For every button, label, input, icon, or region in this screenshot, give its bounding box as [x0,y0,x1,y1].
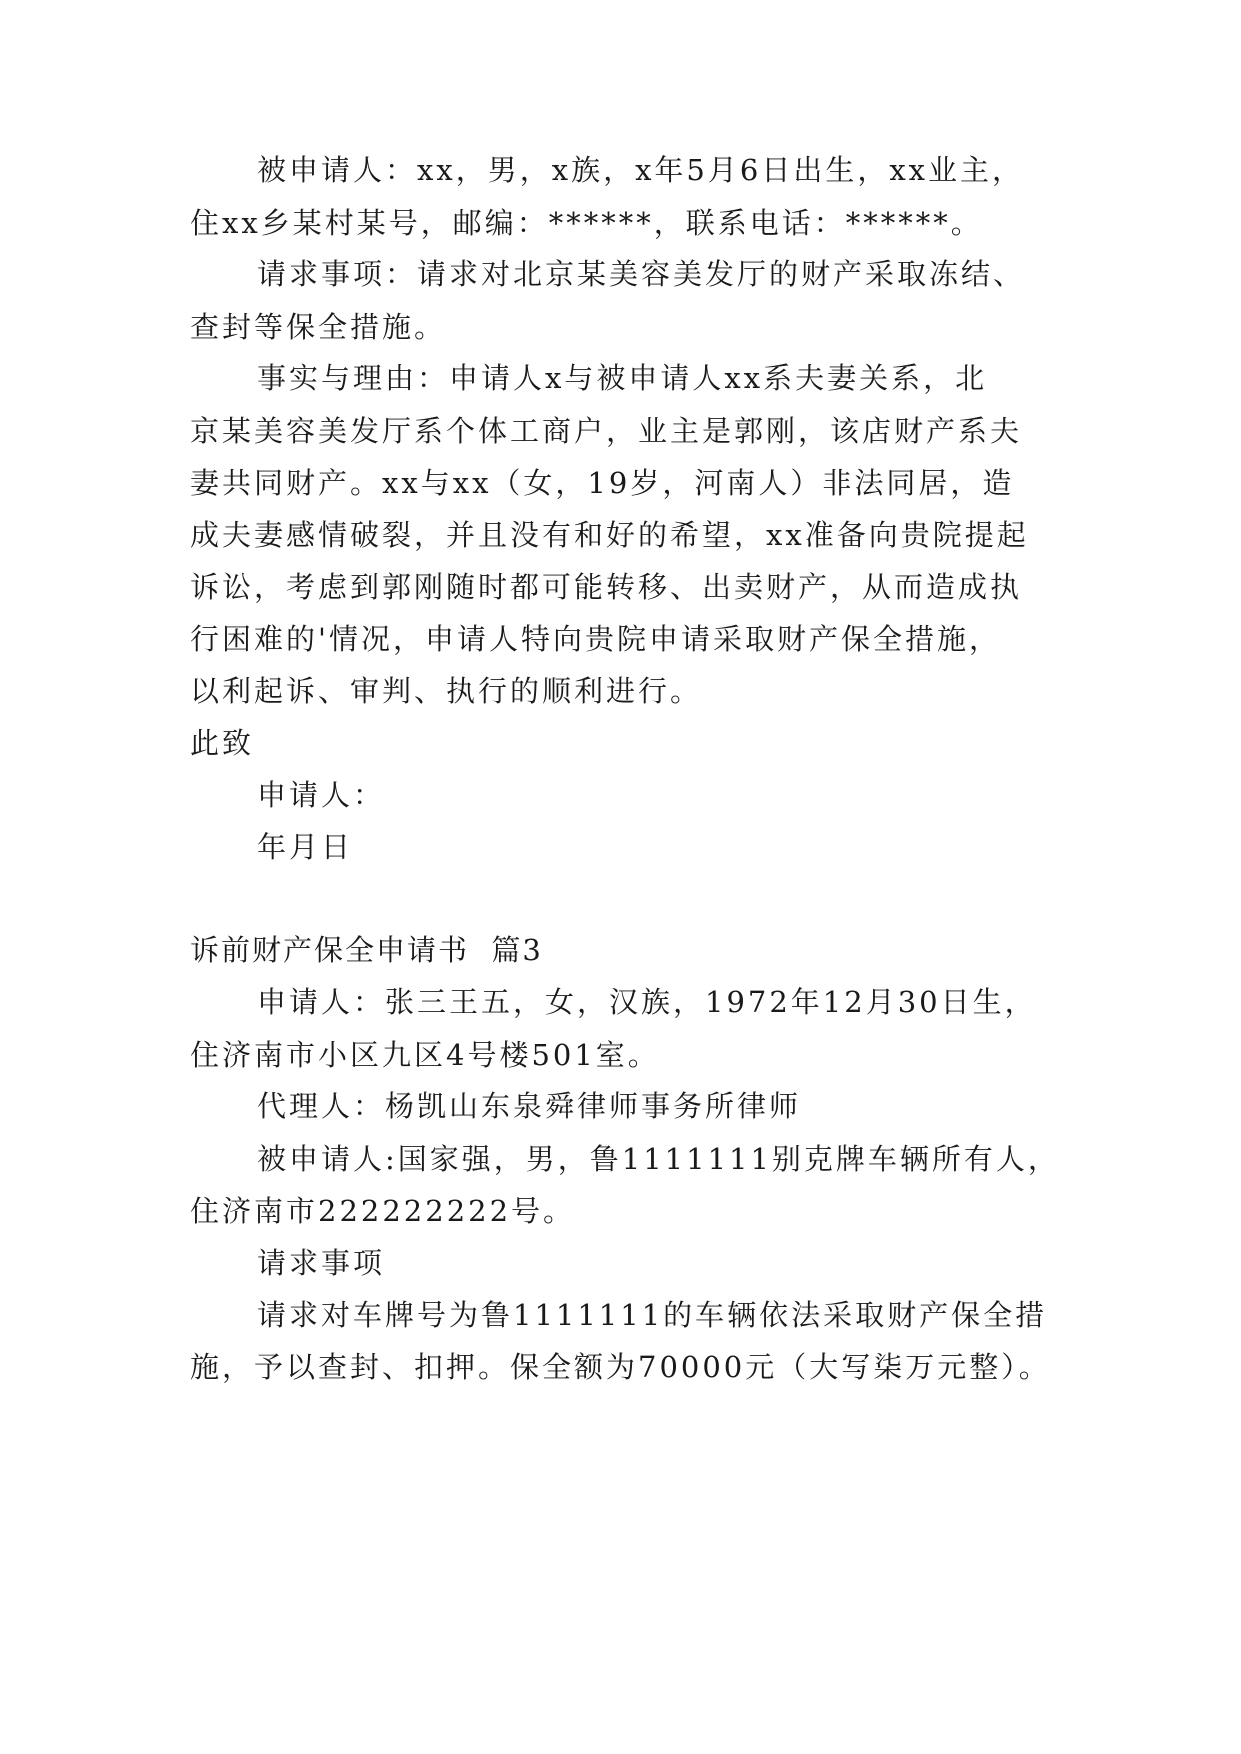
date-line: 年月日 [257,830,354,864]
respondent-line-1: 被申请人：xx，男，x族，x年5月6日出生，xx业主， [257,153,1025,187]
respondent-line-2: 住xx乡某村某号，邮编：******，联系电话：******。 [190,206,983,240]
facts-line-4: 成夫妻感情破裂，并且没有和好的希望，xx准备向贵院提起 [190,518,1029,552]
facts-line-2: 京某美容美发厅系个体工商户，业主是郭刚，该店财产系夫 [190,414,1023,448]
facts-line-1: 事实与理由：申请人x与被申请人xx系夫妻关系，北 [257,361,988,395]
agent-line: 代理人：杨凯山东泉舜律师事务所律师 [257,1089,802,1123]
respondent-2-line-2: 住济南市222222222号。 [190,1194,576,1228]
request-line-1: 请求事项：请求对北京某美容美发厅的财产采取冻结、 [257,257,1026,291]
request-line-2: 查封等保全措施。 [190,310,447,344]
facts-line-5: 诉讼，考虑到郭刚随时都可能转移、出卖财产，从而造成执 [190,570,1023,604]
request-body-line-1: 请求对车牌号为鲁1111111的车辆依法采取财产保全措 [257,1298,1048,1332]
applicant-line-2: 住济南市小区九区4号楼501室。 [190,1038,660,1072]
section-heading: 诉前财产保全申请书 篇3 [190,933,543,967]
request-body-line-2: 施，予以查封、扣押。保全额为70000元（大写柒万元整）。 [190,1350,1051,1384]
facts-line-7: 以利起诉、审判、执行的顺利进行。 [190,674,703,708]
facts-line-6: 行困难的'情况，申请人特向贵院申请采取财产保全措施， [190,622,1001,656]
applicant-line-1: 申请人：张三王五，女，汉族，1972年12月30日生， [257,985,1037,1019]
request-heading: 请求事项 [257,1246,386,1280]
applicant-signature: 申请人： [257,778,386,812]
salutation: 此致 [190,726,255,760]
facts-line-3: 妻共同财产。xx与xx（女，19岁，河南人）非法同居，造 [190,466,1015,500]
respondent-2-line-1: 被申请人:国家强，男，鲁1111111别克牌车辆所有人， [257,1142,1060,1176]
